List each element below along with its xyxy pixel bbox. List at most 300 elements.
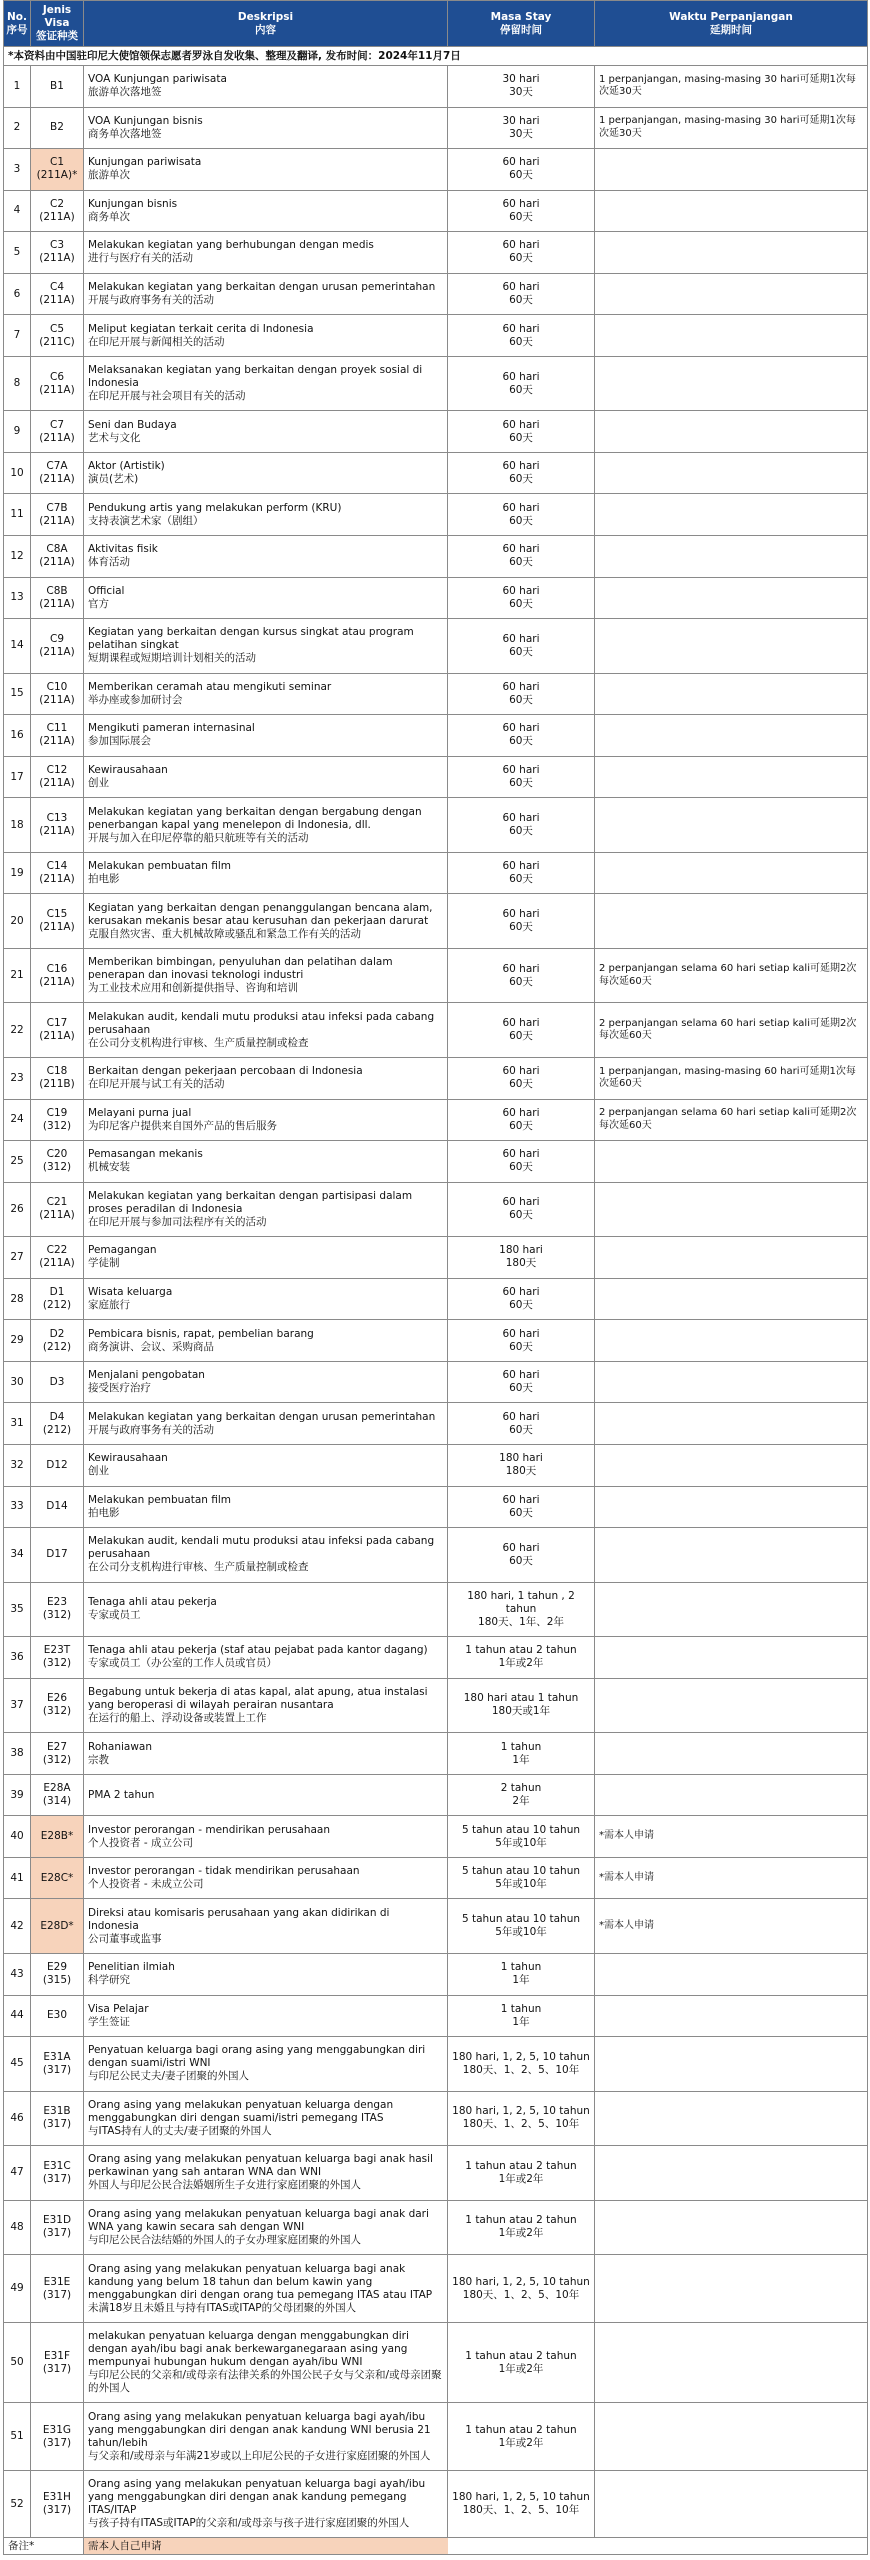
- description-zh: 机械安装: [88, 1161, 130, 1174]
- stay-zh: 60天: [509, 335, 533, 348]
- stay-id: 60 hari: [502, 1106, 540, 1119]
- table-row: [4, 66, 868, 108]
- visa-type: C8A (211A): [31, 536, 84, 578]
- visa-type: E28C*: [31, 1857, 84, 1899]
- table-row: [4, 1995, 868, 2037]
- stay-zh: 60天: [509, 1506, 533, 1519]
- row-number: 2: [4, 107, 31, 149]
- visa-type: C16 (211A): [31, 948, 84, 1003]
- description-zh: 个人投资者 - 成立公司: [88, 1836, 193, 1849]
- description-id: melakukan penyatuan keluarga dengan menggabungkan diri dengan ayah/ibu bagi anak berkewarganegaraan asing yang mempunyai hubungan hukum dengan ayah/ibu WNI: [88, 2330, 409, 2369]
- visa-table: [3, 0, 868, 2555]
- extension: [595, 190, 868, 232]
- row-number: 9: [4, 411, 31, 453]
- table-row: [4, 494, 868, 536]
- extension-id: 1 perpanjangan, masing-masing 30 hari: [599, 115, 800, 127]
- row-number: 23: [4, 1058, 31, 1100]
- stay-duration: [448, 1444, 595, 1486]
- stay-duration: [448, 948, 595, 1003]
- stay-duration: [448, 452, 595, 494]
- visa-type: E28B*: [31, 1816, 84, 1858]
- table-row: [4, 1953, 868, 1995]
- description-zh: 支持表演艺术家（剧组）: [88, 514, 204, 527]
- stay-zh: 60天: [509, 1299, 533, 1312]
- description-zh: 在运行的船上、浮动设备或装置上工作: [88, 1711, 267, 1724]
- row-number: 24: [4, 1099, 31, 1141]
- description-id: Begabung untuk bekerja di atas kapal, alat apung, atua instalasi yang beroperasi di wilayah perairan nusantara: [88, 1685, 428, 1711]
- description-zh: 举办座或参加研讨会: [88, 693, 183, 706]
- description-zh: 旅游单次: [88, 169, 130, 182]
- stay-duration: [448, 2037, 595, 2092]
- extension: [595, 1528, 868, 1583]
- description-zh: 进行与医疗有关的活动: [88, 252, 193, 265]
- stay-zh: 60天: [509, 825, 533, 838]
- visa-type: E26 (312): [31, 1678, 84, 1733]
- description: [84, 756, 448, 798]
- visa-type: E29 (315): [31, 1953, 84, 1995]
- stay-duration: [448, 1857, 595, 1899]
- stay-id: 60 hari: [502, 1017, 540, 1030]
- description-zh: 科学研究: [88, 1974, 130, 1987]
- extension: [595, 619, 868, 674]
- description: [84, 232, 448, 274]
- stay-duration: [448, 2200, 595, 2255]
- stay-zh: 180天: [505, 1465, 537, 1478]
- stay-id: 60 hari: [502, 680, 540, 693]
- stay-duration: [448, 149, 595, 191]
- header-extension: Waktu Perpanjangan 延期时间: [595, 1, 868, 47]
- stay-zh: 60天: [509, 873, 533, 886]
- extension-id: *需本人申请: [599, 1919, 654, 1931]
- stay-zh: 60天: [509, 921, 533, 934]
- table-row: [4, 1637, 868, 1679]
- description-zh: 为印尼客户提供来自国外产品的售后服务: [88, 1119, 277, 1132]
- extension: [595, 852, 868, 894]
- extension-id: 1 perpanjangan, masing-masing 30 hari: [599, 73, 800, 85]
- stay-duration: [448, 894, 595, 949]
- description-zh: 拍电影: [88, 873, 120, 886]
- stay-duration: [448, 2255, 595, 2323]
- stay-id: 60 hari: [502, 1327, 540, 1340]
- table-header: [4, 1, 868, 47]
- stay-id: 30 hari: [502, 73, 540, 86]
- stay-duration: [448, 1899, 595, 1954]
- table-row: [4, 2255, 868, 2323]
- stay-id: 60 hari: [502, 1148, 540, 1161]
- stay-id: 1 tahun atau 2 tahun: [465, 2214, 577, 2227]
- stay-id: 1 tahun: [500, 1961, 542, 1974]
- description-id: Pendukung artis yang melakukan perform (KRU): [88, 501, 342, 514]
- description-zh: 与父亲和/或母亲与年满21岁或以上印尼公民的子女进行家庭团聚的外国人: [88, 2449, 431, 2462]
- description-id: Melakukan audit, kendali mutu produksi atau infeksi pada cabang perusahaan: [88, 1010, 435, 1036]
- row-number: 25: [4, 1141, 31, 1183]
- extension: [595, 1678, 868, 1733]
- extension: [595, 2255, 868, 2323]
- description-id: Investor perorangan - tidak mendirikan perusahaan: [88, 1865, 360, 1878]
- description: [84, 1857, 448, 1899]
- extension: [595, 273, 868, 315]
- stay-duration: [448, 1733, 595, 1775]
- description-zh: 在印尼开展与社会项目有关的活动: [88, 390, 246, 403]
- stay-zh: 180天、1年、2年: [478, 1615, 564, 1628]
- stay-duration: [448, 1058, 595, 1100]
- stay-zh: 5年或10年: [495, 1878, 547, 1891]
- description-zh: 在印尼开展与新闻相关的活动: [88, 335, 225, 348]
- description-id: Mengikuti pameran internasinal: [88, 722, 255, 735]
- stay-id: 60 hari: [502, 1369, 540, 1382]
- description-zh: 与印尼公民的父亲和/或母亲有法律关系的外国公民子女与父亲和/或母亲团聚的外国人: [88, 2369, 442, 2395]
- table-row: [4, 673, 868, 715]
- description-id: Melakukan kegiatan yang berkaitan dengan bergabung dengan penerbangan kapal yang menelepon di Indonesia, dll.: [88, 805, 422, 831]
- stay-duration: [448, 494, 595, 536]
- stay-duration: [448, 536, 595, 578]
- stay-id: 30 hari: [502, 114, 540, 127]
- stay-id: 60 hari: [502, 632, 540, 645]
- stay-id: 60 hari: [502, 1065, 540, 1078]
- extension: [595, 107, 868, 149]
- row-number: 46: [4, 2091, 31, 2146]
- description-zh: 未满18岁且未婚且与持有ITAS或ITAP的父母团聚的外国人: [88, 2301, 357, 2314]
- description-id: Berkaitan dengan pekerjaan percobaan di Indonesia: [88, 1065, 363, 1078]
- extension: [595, 2322, 868, 2403]
- description: [84, 1003, 448, 1058]
- row-number: 31: [4, 1403, 31, 1445]
- visa-type: C1 (211A)*: [31, 149, 84, 191]
- visa-type: D2 (212): [31, 1320, 84, 1362]
- extension: [595, 66, 868, 108]
- stay-duration: [448, 1486, 595, 1528]
- stay-zh: 60天: [509, 294, 533, 306]
- stay-zh: 60天: [509, 1078, 533, 1091]
- stay-zh: 60天: [509, 975, 533, 988]
- stay-id: 60 hari: [502, 860, 540, 873]
- description: [84, 149, 448, 191]
- stay-zh: 60天: [509, 1382, 533, 1395]
- description-zh: 接受医疗治疗: [88, 1382, 151, 1395]
- visa-type: C11 (211A): [31, 715, 84, 757]
- row-number: 6: [4, 273, 31, 315]
- stay-zh: 60天: [509, 431, 533, 444]
- stay-zh: 1年: [512, 2015, 530, 2028]
- description-id: Kewirausahaan: [88, 1452, 168, 1465]
- extension: [595, 411, 868, 453]
- stay-id: 180 hari, 1, 2, 5, 10 tahun: [452, 2105, 590, 2118]
- description: [84, 494, 448, 536]
- stay-id: 180 hari, 1, 2, 5, 10 tahun: [452, 2050, 590, 2063]
- description: [84, 1774, 448, 1816]
- description-zh: 学生签证: [88, 2015, 130, 2028]
- row-number: 28: [4, 1278, 31, 1320]
- table-row: [4, 1528, 868, 1583]
- stay-id: 60 hari: [502, 584, 540, 597]
- description: [84, 715, 448, 757]
- table-row: [4, 894, 868, 949]
- stay-zh: 60天: [509, 556, 533, 569]
- description-id: Kegiatan yang berkaitan dengan penanggulangan bencana alam, kerusakan mekanis besar atau kerusuhan dan pekerjaan darurat: [88, 901, 433, 927]
- description-id: Melakukan kegiatan yang berkaitan dengan urusan pemerintahan: [88, 281, 436, 293]
- extension-id: 2 perpanjangan selama 60 hari setiap kali: [599, 963, 810, 975]
- visa-type: B1: [31, 66, 84, 108]
- table-row: [4, 948, 868, 1003]
- description-id: Memberikan ceramah atau mengikuti seminar: [88, 680, 332, 693]
- description-zh: 与印尼公民合法结婚的外国人的子女办理家庭团聚的外国人: [88, 2233, 361, 2246]
- stay-zh: 1年或2年: [498, 2362, 544, 2375]
- description-zh: 学徒制: [88, 1257, 120, 1270]
- description: [84, 673, 448, 715]
- stay-id: 60 hari: [502, 460, 540, 473]
- stay-id: 180 hari, 1, 2, 5, 10 tahun: [452, 2275, 590, 2288]
- row-number: 15: [4, 673, 31, 715]
- description: [84, 2091, 448, 2146]
- description-zh: 艺术与文化: [88, 431, 141, 444]
- stay-zh: 60天: [509, 210, 533, 223]
- visa-type: B2: [31, 107, 84, 149]
- visa-type: C19 (312): [31, 1099, 84, 1141]
- extension-id: 2 perpanjangan selama 60 hari setiap kali: [599, 1017, 810, 1029]
- header-visa-type: Jenis Visa 签证种类: [31, 1, 84, 47]
- stay-duration: [448, 1361, 595, 1403]
- table-row: [4, 1182, 868, 1237]
- row-number: 20: [4, 894, 31, 949]
- description-zh: 开展与政府事务有关的活动: [88, 294, 214, 306]
- stay-zh: 30天: [509, 127, 533, 140]
- description: [84, 1403, 448, 1445]
- description-id: Orang asing yang melakukan penyatuan keluarga dengan menggabungkan diri dengan suami/istri pemegang ITAS: [88, 2098, 394, 2124]
- stay-duration: [448, 2091, 595, 2146]
- description-id: Rohaniawan: [88, 1740, 153, 1753]
- row-number: 41: [4, 1857, 31, 1899]
- table-row: [4, 2200, 868, 2255]
- description: [84, 315, 448, 357]
- description-id: VOA Kunjungan pariwisata: [88, 73, 227, 86]
- extension: [595, 356, 868, 411]
- extension: [595, 1003, 868, 1058]
- visa-type: C4 (211A): [31, 273, 84, 315]
- extension: [595, 2091, 868, 2146]
- stay-duration: [448, 673, 595, 715]
- description-id: Kewirausahaan: [88, 764, 168, 777]
- table-row: [4, 2091, 868, 2146]
- row-number: 14: [4, 619, 31, 674]
- stay-duration: [448, 190, 595, 232]
- stay-duration: [448, 1003, 595, 1058]
- extension: [595, 1099, 868, 1141]
- table-row: [4, 1361, 868, 1403]
- extension: [595, 315, 868, 357]
- row-number: 40: [4, 1816, 31, 1858]
- table-row: [4, 1486, 868, 1528]
- table-row: [4, 1774, 868, 1816]
- description: [84, 1528, 448, 1583]
- row-number: 29: [4, 1320, 31, 1362]
- table-row: [4, 2470, 868, 2538]
- description: [84, 1733, 448, 1775]
- stay-zh: 60天: [509, 514, 533, 527]
- table-row: [4, 756, 868, 798]
- description-id: Visa Pelajar: [88, 2002, 149, 2015]
- stay-id: 60 hari: [502, 962, 540, 975]
- description-id: Melayani purna jual: [88, 1106, 192, 1119]
- description-id: Melakukan audit, kendali mutu produksi atau infeksi pada cabang perusahaan: [88, 1535, 435, 1561]
- stay-id: 60 hari: [502, 322, 540, 335]
- description: [84, 894, 448, 949]
- description-zh: 为工业技术应用和创新提供指导、咨询和培训: [88, 982, 298, 995]
- stay-duration: [448, 1582, 595, 1637]
- extension: [595, 149, 868, 191]
- description-id: Orang asing yang melakukan penyatuan keluarga bagi anak dari WNA yang kawin secara sah dengan WNI: [88, 2207, 429, 2233]
- table-row: [4, 1003, 868, 1058]
- source-note-row: [4, 47, 868, 66]
- description-id: PMA 2 tahun: [88, 1788, 155, 1801]
- description-zh: 与孩子持有ITAS或ITAP的父亲和/或母亲与孩子进行家庭团聚的外国人: [88, 2517, 410, 2530]
- description-zh: 在公司分支机构进行审核、生产质量控制或检查: [88, 1561, 309, 1574]
- description: [84, 1582, 448, 1637]
- visa-type: C7 (211A): [31, 411, 84, 453]
- stay-duration: [448, 2146, 595, 2201]
- extension: [595, 1816, 868, 1858]
- stay-zh: 60天: [509, 1340, 533, 1353]
- description: [84, 1953, 448, 1995]
- extension: [595, 2470, 868, 2538]
- description-zh: 商务单次: [88, 210, 130, 223]
- extension-id: *需本人申请: [599, 1871, 654, 1883]
- description: [84, 1899, 448, 1954]
- description-zh: 与ITAS持有人的丈夫/妻子团聚的外国人: [88, 2124, 272, 2137]
- description-id: Melaksanakan kegiatan yang berkaitan dengan proyek sosial di Indonesia: [88, 364, 423, 390]
- row-number: 34: [4, 1528, 31, 1583]
- stay-id: 60 hari: [502, 501, 540, 514]
- stay-id: 60 hari: [502, 1493, 540, 1506]
- extension: [595, 798, 868, 853]
- table-row: [4, 2146, 868, 2201]
- footer-text: 需本人自己申请: [84, 2538, 448, 2555]
- visa-type: E31C (317): [31, 2146, 84, 2201]
- description-zh: 在印尼开展与参加司法程序有关的活动: [88, 1215, 267, 1228]
- description: [84, 1486, 448, 1528]
- description-id: Melakukan kegiatan yang berhubungan dengan medis: [88, 239, 374, 252]
- stay-zh: 60天: [509, 383, 533, 396]
- stay-zh: 1年或2年: [498, 2172, 544, 2185]
- visa-type: E31H (317): [31, 2470, 84, 2538]
- row-number: 18: [4, 798, 31, 853]
- visa-type: C2 (211A): [31, 190, 84, 232]
- stay-zh: 5年或10年: [495, 1836, 547, 1849]
- row-number: 32: [4, 1444, 31, 1486]
- stay-zh: 60天: [509, 473, 533, 486]
- table-row: [4, 798, 868, 853]
- extension: [595, 894, 868, 949]
- stay-duration: [448, 1953, 595, 1995]
- table-row: [4, 411, 868, 453]
- stay-duration: [448, 715, 595, 757]
- stay-zh: 60天: [509, 735, 533, 748]
- extension: [595, 1857, 868, 1899]
- description: [84, 2037, 448, 2092]
- visa-type: D12: [31, 1444, 84, 1486]
- stay-zh: 1年或2年: [498, 2436, 544, 2449]
- description-id: Penyatuan keluarga bagi orang asing yang menggabungkan diri dengan suami/istri WNI: [88, 2044, 426, 2070]
- stay-id: 1 tahun: [500, 2002, 542, 2015]
- extension: [595, 1637, 868, 1679]
- stay-id: 180 hari, 1, 2, 5, 10 tahun: [452, 2491, 590, 2504]
- stay-duration: [448, 2322, 595, 2403]
- description-id: Wisata keluarga: [88, 1286, 173, 1299]
- stay-id: 60 hari: [502, 722, 540, 735]
- row-number: 22: [4, 1003, 31, 1058]
- visa-type: C15 (211A): [31, 894, 84, 949]
- stay-id: 60 hari: [502, 197, 540, 210]
- stay-zh: 60天: [509, 1030, 533, 1043]
- description-zh: 拍电影: [88, 1506, 120, 1519]
- stay-zh: 1年或2年: [498, 2227, 544, 2240]
- table-row: [4, 715, 868, 757]
- description-zh: 体育活动: [88, 556, 130, 569]
- description-id: Melakukan kegiatan yang berkaitan dengan urusan pemerintahan: [88, 1410, 436, 1423]
- row-number: 26: [4, 1182, 31, 1237]
- stay-id: 60 hari: [502, 543, 540, 556]
- visa-type: C8B (211A): [31, 577, 84, 619]
- extension: [595, 1774, 868, 1816]
- stay-id: 60 hari: [502, 812, 540, 825]
- stay-zh: 60天: [509, 645, 533, 658]
- stay-duration: [448, 619, 595, 674]
- stay-id: 1 tahun atau 2 tahun: [465, 2423, 577, 2436]
- description: [84, 1637, 448, 1679]
- row-number: 36: [4, 1637, 31, 1679]
- description-zh: 与印尼公民丈夫/妻子团聚的外国人: [88, 2070, 250, 2083]
- stay-id: 60 hari: [502, 281, 540, 293]
- description-id: Pembicara bisnis, rapat, pembelian barang: [88, 1327, 314, 1340]
- description-id: Kegiatan yang berkaitan dengan kursus singkat atau program pelatihan singkat: [88, 626, 414, 652]
- description: [84, 2255, 448, 2323]
- table-row: [4, 452, 868, 494]
- stay-duration: [448, 232, 595, 274]
- extension: [595, 1141, 868, 1183]
- extension: [595, 1278, 868, 1320]
- stay-id: 60 hari: [502, 1410, 540, 1423]
- stay-id: 60 hari: [502, 1541, 540, 1554]
- row-number: 44: [4, 1995, 31, 2037]
- description-zh: 短期课程或短期培训计划相关的活动: [88, 652, 256, 665]
- visa-type: E31D (317): [31, 2200, 84, 2255]
- stay-id: 180 hari: [499, 1452, 543, 1465]
- table-row: [4, 536, 868, 578]
- description: [84, 536, 448, 578]
- description-id: Direksi atau komisaris perusahaan yang akan didirikan di Indonesia: [88, 1906, 390, 1932]
- extension: [595, 1444, 868, 1486]
- description-zh: 在印尼开展与试工有关的活动: [88, 1078, 225, 1091]
- stay-duration: [448, 1182, 595, 1237]
- description: [84, 1278, 448, 1320]
- description-id: VOA Kunjungan bisnis: [88, 114, 203, 127]
- extension: [595, 232, 868, 274]
- visa-type: C22 (211A): [31, 1237, 84, 1279]
- extension: [595, 536, 868, 578]
- extension: [595, 1320, 868, 1362]
- row-number: 7: [4, 315, 31, 357]
- table-row: [4, 1899, 868, 1954]
- visa-type: C7B (211A): [31, 494, 84, 536]
- extension-zh: 可延期1次每次延30天: [599, 115, 856, 139]
- table-row: [4, 2322, 868, 2403]
- description: [84, 852, 448, 894]
- description-id: Penelitian ilmiah: [88, 1961, 175, 1974]
- visa-type: E23 (312): [31, 1582, 84, 1637]
- stay-duration: [448, 2470, 595, 2538]
- description-id: Kunjungan pariwisata: [88, 156, 202, 169]
- description-id: Melakukan pembuatan film: [88, 1493, 232, 1506]
- extension: [595, 2037, 868, 2092]
